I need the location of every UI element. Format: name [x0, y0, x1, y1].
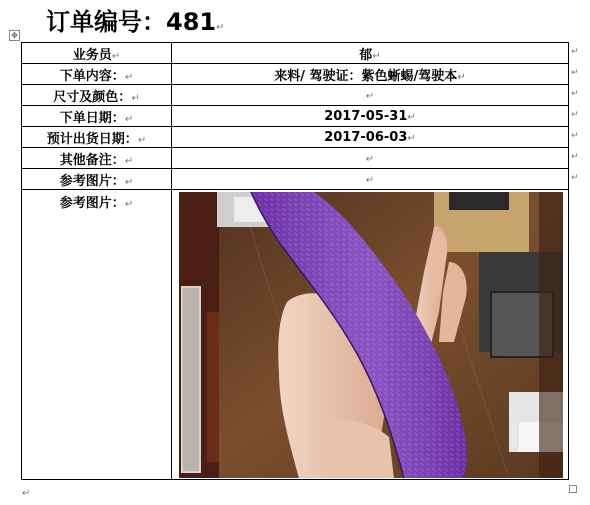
order-number-text: 订单编号：481	[46, 8, 217, 36]
label-reference-image-2[interactable]: 参考图片：↵	[22, 190, 172, 480]
table-row	[22, 85, 569, 106]
reference-photo[interactable]	[179, 192, 563, 478]
value-reference-image[interactable]: ↵	[172, 169, 569, 190]
value-ship-date[interactable]: 2017-06-03↵	[172, 127, 569, 148]
label-notes[interactable]: 其他备注：↵	[22, 148, 172, 169]
value-notes[interactable]: ↵	[172, 148, 569, 169]
table-resize-handle[interactable]	[569, 485, 577, 493]
row-end-mark: ↵	[571, 110, 579, 120]
row-end-mark: ↵	[571, 152, 579, 162]
label-size-color[interactable]: 尺寸及颜色：↵	[22, 85, 172, 106]
paragraph-mark: ↵	[216, 22, 225, 33]
row-end-mark: ↵	[571, 173, 579, 183]
label-ship-date[interactable]: 预计出货日期：↵	[22, 127, 172, 148]
label-order-content[interactable]: 下单内容：↵	[22, 64, 172, 85]
table-row	[22, 148, 569, 169]
row-end-mark: ↵	[571, 47, 579, 57]
table-row	[22, 106, 569, 127]
label-order-date[interactable]: 下单日期：↵	[22, 106, 172, 127]
paragraph-mark-end: ↵	[22, 488, 31, 499]
table-row-photo	[22, 190, 569, 480]
order-table	[21, 42, 569, 480]
table-move-handle-icon[interactable]: ✥	[9, 30, 20, 41]
table-row	[22, 64, 569, 85]
order-number-title	[46, 4, 225, 40]
value-size-color[interactable]: ↵	[172, 85, 569, 106]
label-reference-image[interactable]: 参考图片：↵	[22, 169, 172, 190]
value-order-content[interactable]: 来料/ 驾驶证：紫色蜥蜴/驾驶本↵	[172, 64, 569, 85]
label-salesperson[interactable]: 业务员↵	[22, 43, 172, 64]
table-row	[22, 169, 569, 190]
photo-cell[interactable]	[172, 190, 569, 480]
row-end-mark: ↵	[571, 68, 579, 78]
value-order-date[interactable]: 2017-05-31↵	[172, 106, 569, 127]
table-row	[22, 43, 569, 64]
value-salesperson[interactable]: 郁↵	[172, 43, 569, 64]
table-row	[22, 127, 569, 148]
row-end-mark: ↵	[571, 89, 579, 99]
row-end-mark: ↵	[571, 131, 579, 141]
